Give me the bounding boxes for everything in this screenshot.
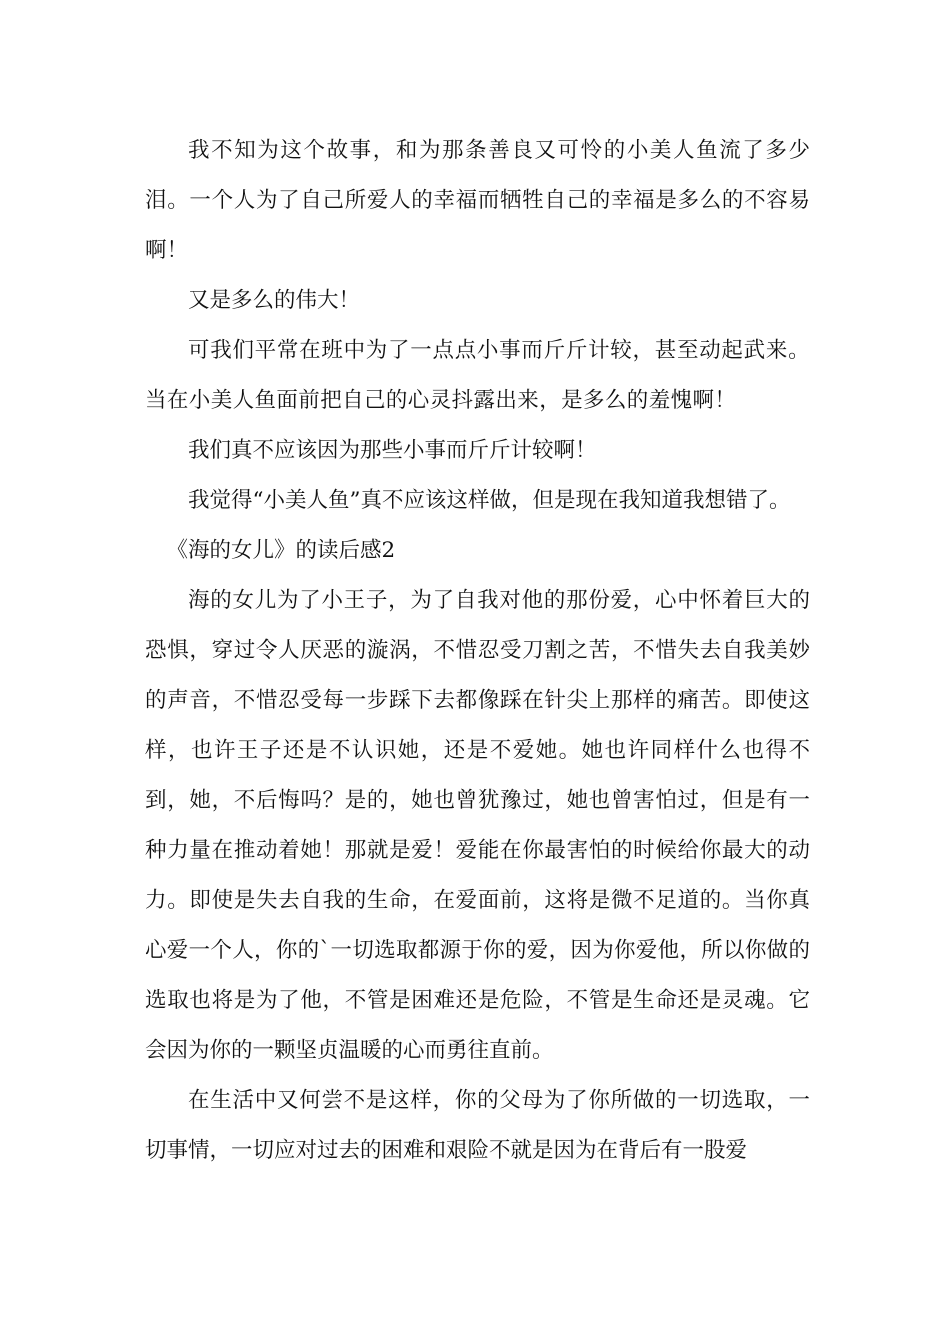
paragraph-5: 我觉得“小美人鱼”真不应该这样做，但是现在我知道我想错了。 <box>188 488 791 513</box>
paragraph-6: 海的女儿为了小王子，为了自我对他的那份爱，心中怀着巨大的恐惧，穿过令人厌恶的漩涡，不惜忍受刀割之苦，不惜失去自我美妙的声音，不惜忍受每一步踩下去都像踩在针尖上那样的痛苦。即使这样，也许王子还是不认识她，还是不爱她。她也许同样什么也得不到，她，不后悔吗？是的，她也曾犹豫过，她也曾害怕过，但是有一种力量在推动着她！那就是爱！爱能在你最害怕的时候给你最大的动力。即使是失去自我的生命，在爱面前，这将是微不足道的。当你真心爱一个人，你的`一切选取都源于你的爱，因为你爱他，所以你做的选取也将是为了他，不管是困难还是危险，不管是生命还是灵魂。它会因为你的一颗坚贞温暖的心而勇往直前。 <box>145 588 810 1063</box>
paragraph-3: 可我们平常在班中为了一点点小事而斤斤计较，甚至动起武来。当在小美人鱼面前把自己的心灵抖露出来，是多么的羞愧啊！ <box>145 338 810 413</box>
paragraph-7: 在生活中又何尝不是这样，你的父母为了你所做的一切选取，一切事情，一切应对过去的困难和艰险不就是因为在背后有一股爱 <box>145 1088 810 1163</box>
paragraph-4: 我们真不应该因为那些小事而斤斤计较啊！ <box>188 438 597 463</box>
paragraph-2: 又是多么的伟大！ <box>188 288 361 313</box>
document-page <box>145 126 810 1176</box>
section-title: 《海的女儿》的读后感2 <box>166 538 396 563</box>
paragraph-1: 我不知为这个故事，和为那条善良又可怜的小美人鱼流了多少泪。一个人为了自己所爱人的幸福而牺牲自己的幸福是多么的不容易啊！ <box>145 138 810 263</box>
